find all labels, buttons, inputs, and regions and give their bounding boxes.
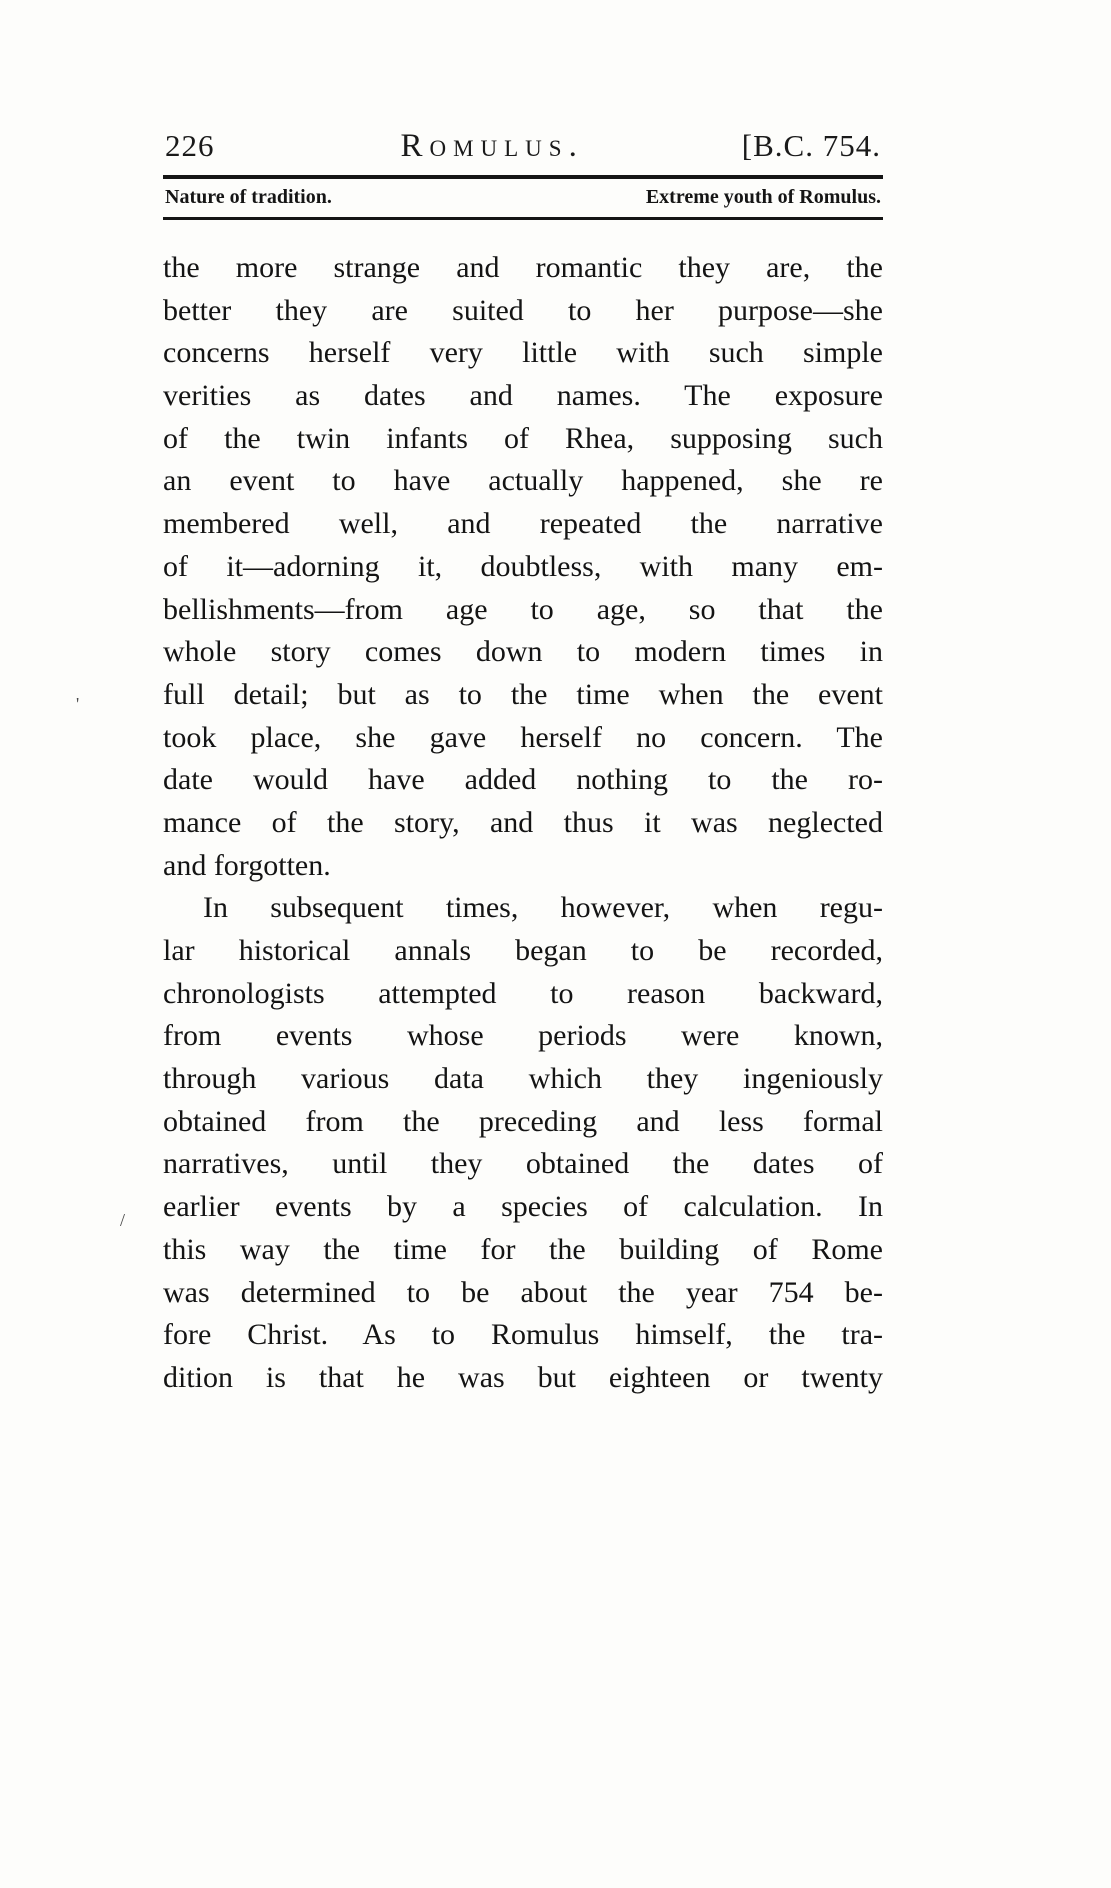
text-line: chronologists attempted to reason backward,	[163, 976, 883, 1010]
subheader-left: Nature of tradition.	[165, 186, 332, 208]
page-title: Romulus.	[400, 128, 584, 164]
text-line: mance of the story, and thus it was neglected	[163, 805, 883, 839]
text-line: obtained from the preceding and less formal	[163, 1104, 883, 1138]
text-line: membered well, and repeated the narrative	[163, 507, 883, 541]
text-line: narratives, until they obtained the dates of	[163, 1147, 883, 1181]
text-line: from events whose periods were known,	[163, 1019, 883, 1053]
text-line: whole story comes down to modern times in	[163, 635, 883, 669]
text-line: date would have added nothing to the ro-	[163, 763, 883, 797]
text-line: and forgotten.	[163, 848, 331, 882]
page-body	[163, 247, 883, 1400]
text-line: of the twin infants of Rhea, supposing such	[163, 421, 883, 455]
page-number: 226	[165, 128, 215, 163]
text-line: concerns herself very little with such simple	[163, 336, 883, 370]
subheader-row	[163, 179, 883, 217]
text-line: of it—adorning it, doubtless, with many em-	[163, 549, 883, 583]
subheader-right: Extreme youth of Romulus.	[645, 186, 881, 208]
scan-artifact: '	[76, 694, 80, 714]
text-line: In subsequent times, however, when regu-	[203, 891, 883, 925]
page-date: [B.C. 754.	[741, 128, 881, 163]
text-line: an event to have actually happened, she re	[163, 464, 883, 498]
page-content	[163, 128, 883, 1400]
text-line: through various data which they ingeniously	[163, 1062, 883, 1096]
text-line: this way the time for the building of Rome	[163, 1232, 883, 1266]
text-line: the more strange and romantic they are, the	[163, 251, 883, 284]
text-line: dition is that he was but eighteen or twenty	[163, 1360, 883, 1394]
text-line: verities as dates and names. The exposure	[163, 379, 883, 413]
text-line: bellishments—from age to age, so that the	[163, 592, 883, 626]
text-line: was determined to be about the year 754 be-	[163, 1275, 883, 1309]
text-line: fore Christ. As to Romulus himself, the tra-	[163, 1318, 883, 1352]
running-head	[163, 128, 883, 165]
scan-artifact: /	[120, 1210, 126, 1230]
mid-rule	[163, 217, 883, 220]
text-line: better they are suited to her purpose—she	[163, 293, 883, 327]
text-line: lar historical annals began to be recorded,	[163, 934, 883, 967]
text-line: full detail; but as to the time when the event	[163, 677, 883, 711]
text-line: earlier events by a species of calculation. In	[163, 1190, 883, 1224]
text-line: took place, she gave herself no concern. The	[163, 720, 883, 754]
